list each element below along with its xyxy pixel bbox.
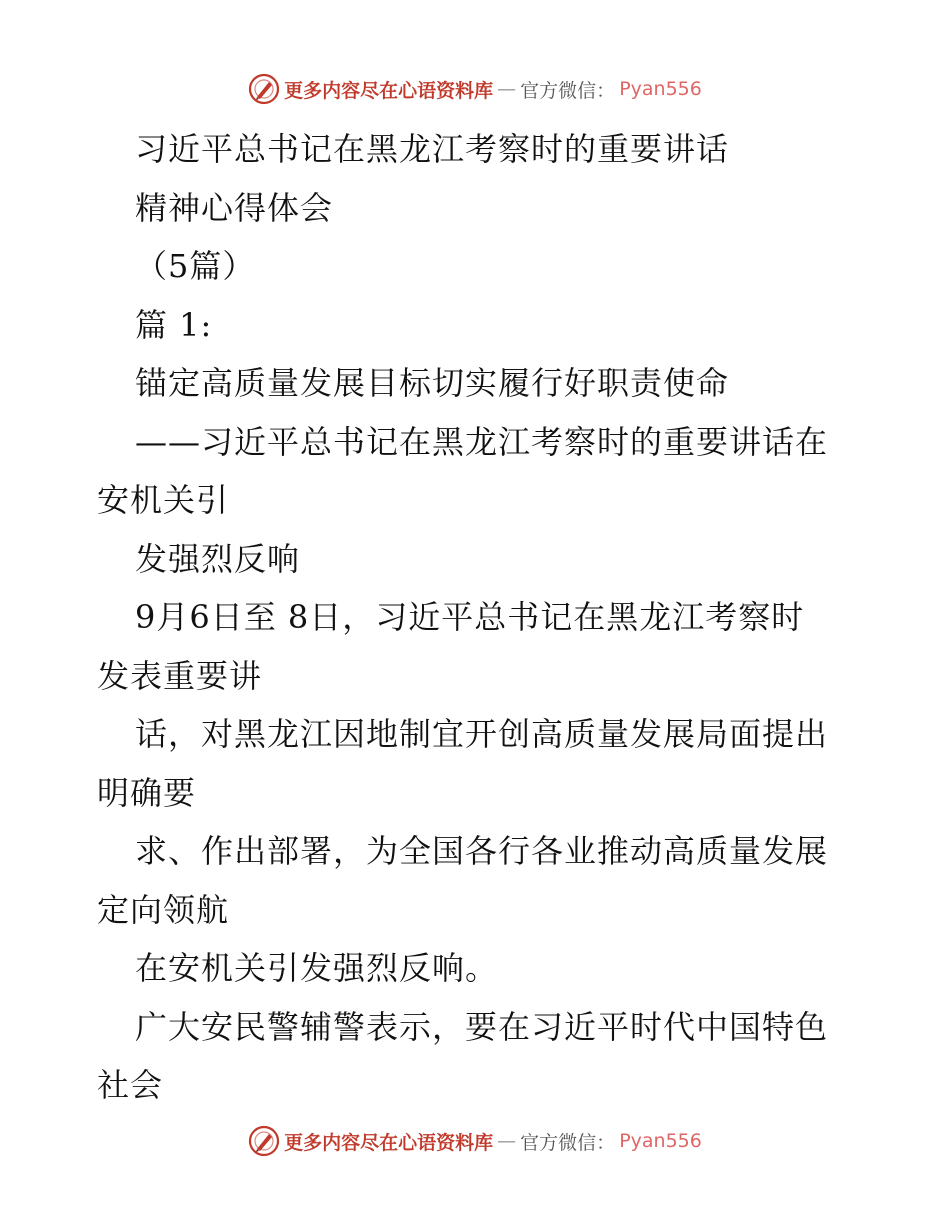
document-title-line-1: 习近平总书记在黑龙江考察时的重要讲话 bbox=[135, 130, 730, 168]
footer-banner[interactable] bbox=[0, 1124, 950, 1158]
article-subtitle-line-3: 发强烈反响 bbox=[135, 539, 301, 578]
header-contact-label: 官方微信： bbox=[520, 79, 616, 102]
paragraph-line: 广大安民警辅警表示，要在习近平时代中国特色 bbox=[135, 1007, 829, 1046]
article-subtitle-line-2: 安机关引 bbox=[97, 481, 230, 519]
footer-dash: — bbox=[497, 1130, 517, 1152]
article-headline: 锚定高质量发展目标切实履行好职责使命 bbox=[135, 364, 730, 402]
article-subtitle-line-1: ——习近平总书记在黑龙江考察时的重要讲话在 bbox=[135, 422, 829, 461]
header-banner[interactable] bbox=[0, 72, 950, 106]
footer-contact-label: 官方微信： bbox=[520, 1131, 616, 1154]
document-body bbox=[97, 120, 857, 1115]
article-label: 篇 1: bbox=[135, 305, 213, 344]
paragraph-line: 发表重要讲 bbox=[97, 656, 263, 695]
paragraph-line: 明确要 bbox=[97, 773, 197, 812]
paragraph-line: 定向领航 bbox=[97, 890, 230, 929]
footer-account: Pyan556 bbox=[619, 1130, 702, 1152]
paragraph-line: 9月6日至 8日，习近平总书记在黑龙江考察时 bbox=[135, 598, 805, 636]
header-account: Pyan556 bbox=[619, 78, 702, 100]
paragraph-line: 在安机关引发强烈反响。 bbox=[135, 949, 499, 987]
paragraph-line: 社会 bbox=[97, 1066, 164, 1104]
footer-site-text: 更多内容尽在心语资料库 bbox=[284, 1131, 494, 1154]
pen-logo-icon bbox=[248, 73, 280, 105]
pen-logo-icon bbox=[248, 1125, 280, 1157]
paragraph-line: 话，对黑龙江因地制宜开创高质量发展局面提出 bbox=[135, 715, 829, 753]
paragraph-line: 求、作出部署，为全国各行各业推动高质量发展 bbox=[135, 832, 829, 870]
count-note: （5篇） bbox=[135, 247, 256, 285]
document-title-line-2: 精神心得体会 bbox=[135, 188, 334, 227]
header-site-text: 更多内容尽在心语资料库 bbox=[284, 79, 494, 102]
header-dash: — bbox=[497, 78, 517, 100]
